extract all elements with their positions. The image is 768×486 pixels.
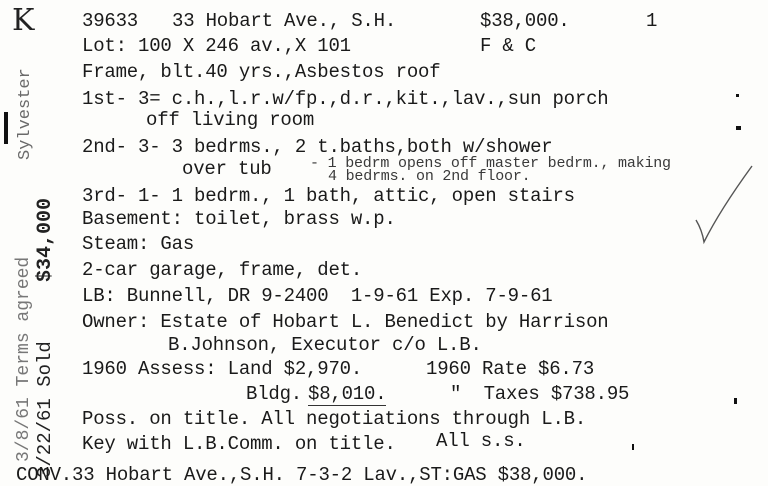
- terms-agreed-note: 3/8/61 Terms agreed: [14, 256, 34, 462]
- taxes-line: " Taxes $738.95: [450, 383, 630, 405]
- possession-line: Poss. on title. All negotiations through L.B.: [82, 408, 587, 430]
- basement-line: Basement: toilet, brass w.p.: [82, 208, 396, 230]
- assessment-land: 1960 Assess: Land $2,970.: [82, 358, 363, 380]
- key-line: Key with L.B.Comm. on title.: [82, 433, 396, 455]
- listing-price: $38,000.: [480, 10, 570, 32]
- construction-line: Frame, blt.40 yrs.,Asbestos roof: [82, 61, 441, 83]
- first-floor-cont: off living room: [146, 109, 315, 131]
- margin-mark: [4, 112, 8, 144]
- owner-line: Owner: Estate of Hobart L. Benedict by Harrison: [82, 311, 609, 333]
- sold-date-note: 3/22/61 Sold: [34, 341, 56, 478]
- owner-cont: B.Johnson, Executor c/o L.B.: [168, 334, 482, 356]
- sold-price-note: $34,000: [34, 197, 57, 282]
- second-floor-cont: over tub: [182, 158, 272, 180]
- agent-name: Sylvester: [16, 68, 35, 160]
- tax-rate: 1960 Rate $6.73: [426, 358, 595, 380]
- handwritten-initial: K: [12, 3, 35, 38]
- garage-line: 2-car garage, frame, det.: [82, 259, 363, 281]
- second-floor-line: 2nd- 3- 3 bedrms., 2 t.baths,both w/shower: [82, 136, 553, 158]
- first-floor-line: 1st- 3= c.h.,l.r.w/fp.,d.r.,kit.,lav.,sun porch: [82, 88, 609, 110]
- heating-line: Steam: Gas: [82, 233, 195, 255]
- third-floor-line: 3rd- 1- 1 bedrm., 1 bath, attic, open stairs: [82, 185, 575, 207]
- listing-broker-line: LB: Bunnell, DR 9-2400 1-9-61 Exp. 7-9-61: [82, 285, 553, 307]
- margin-mark: [734, 398, 737, 404]
- conv-line: CONV.33 Hobart Ave.,S.H. 7-3-2 Lav.,ST:GAS $38,000.: [16, 464, 588, 486]
- fc-code: F & C: [480, 35, 537, 57]
- check-mark-icon: [690, 160, 760, 250]
- lot-size: Lot: 100 X 246 av.,X 101: [82, 35, 351, 57]
- listing-address: 33 Hobart Ave., S.H.: [172, 10, 397, 32]
- listing-count: 1: [646, 10, 658, 32]
- building-value: $8,010.: [308, 383, 387, 405]
- second-floor-note-cont: 4 bedrms. on 2nd floor.: [328, 168, 531, 185]
- all-ss-note: All s.s.: [436, 430, 526, 452]
- margin-mark: [632, 444, 634, 450]
- building-label: Bldg.: [246, 383, 303, 405]
- listing-number: 39633: [82, 10, 139, 32]
- second-floor-note: - 1 bedrm opens off master bedrm., making: [310, 155, 671, 172]
- margin-mark: [736, 126, 741, 130]
- margin-mark: [736, 94, 739, 97]
